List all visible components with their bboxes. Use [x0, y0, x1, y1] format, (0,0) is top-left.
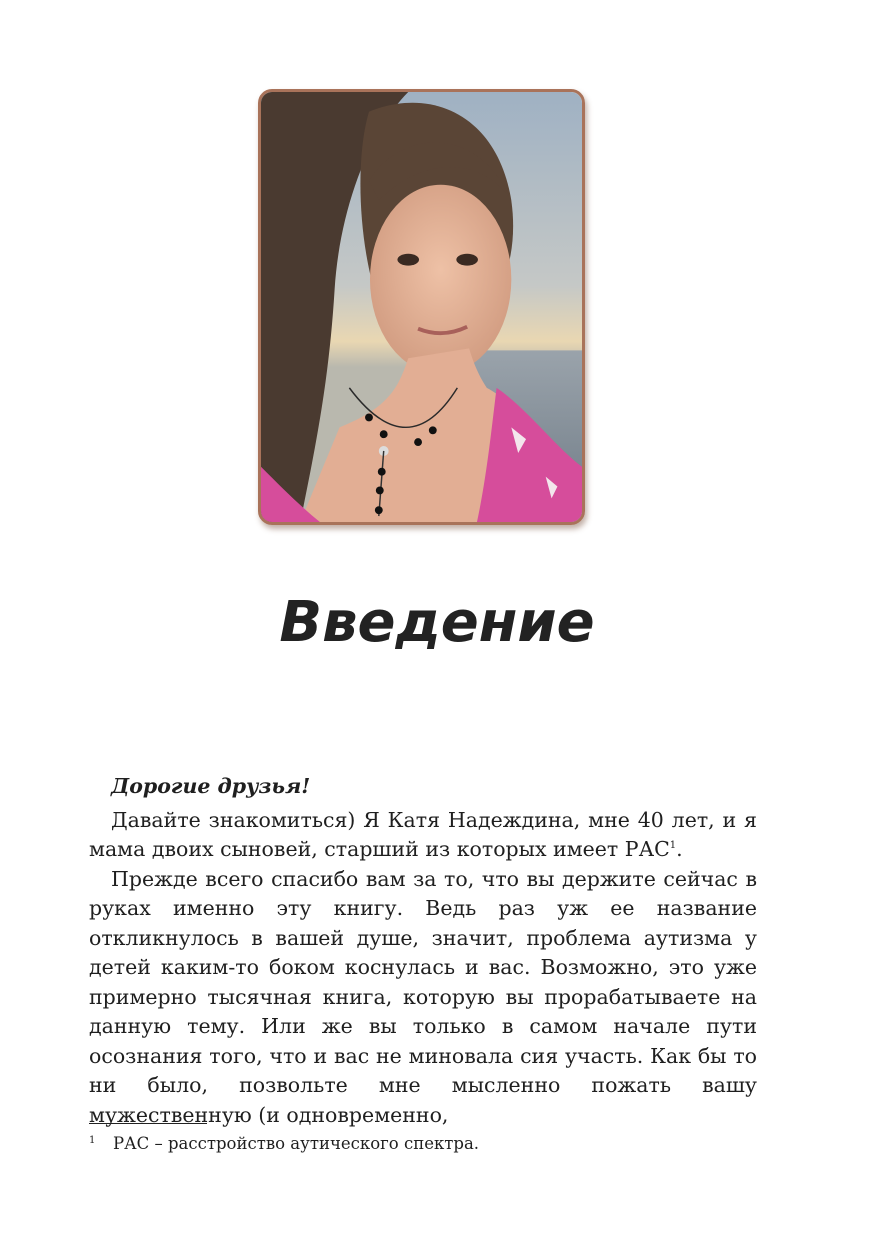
portrait-illustration — [261, 92, 582, 522]
body-text — [89, 772, 757, 1130]
footnote-text: РАС – расстройство аутического спектра. — [113, 1134, 480, 1153]
paragraph-intro-text: Давайте знакомиться) Я Катя Надеждина, мне 40 лет, и я мама двоих сыновей, старший из которых имеет РАС — [89, 807, 757, 861]
paragraph-main: Прежде всего спасибо вам за то, что вы держите сейчас в руках именно эту книгу. Ведь раз уж ее название откликнулось в вашей душе, значит, проблема аутизма у детей каким-то боком коснулась и вас. Возможно, это уже примерно тысячная книга, которую вы прорабатываете на данную тему. Или же вы только в самом начале пути осознания того, что и вас не миновала сия участь. Как бы то ни было, позвольте мне мысленно пожать вашу мужественную (и одновременно, — [89, 866, 757, 1127]
greeting: Дорогие друзья! — [111, 774, 311, 798]
paragraph-intro-end: . — [676, 837, 683, 861]
author-photo — [258, 89, 585, 525]
footnote-reference[interactable]: 1 — [669, 840, 677, 852]
footnote-divider — [89, 1123, 207, 1124]
footnote: 1 РАС – расстройство аутического спектра. — [89, 1134, 480, 1153]
paragraph-intro — [89, 806, 757, 865]
chapter-title: Введение — [279, 590, 595, 655]
